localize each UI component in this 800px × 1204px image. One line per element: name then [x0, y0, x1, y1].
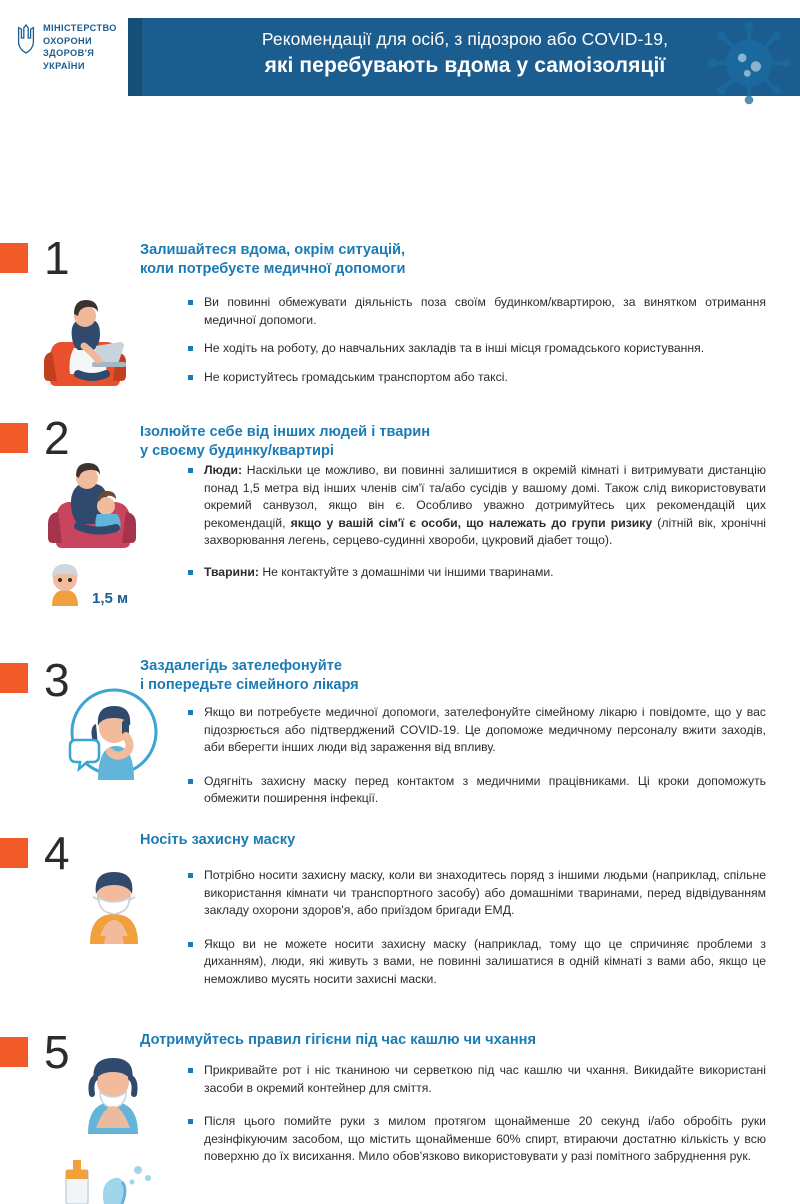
- section-2-title: [140, 423, 430, 461]
- elderly-woman-avatar-illustration: [44, 560, 86, 606]
- section-5-title: [140, 1031, 536, 1050]
- section-3-title-line-2: і попередьте сімейного лікаря: [140, 677, 359, 693]
- logo-line-1: МІНІСТЕРСТВО: [43, 23, 117, 33]
- list-item-text: Не контактуйте з домашніми чи іншими тваринами.: [258, 564, 554, 579]
- person-sneezing-into-tissue-illustration: [66, 1048, 160, 1134]
- logo-line-3: ЗДОРОВ'Я: [43, 48, 95, 58]
- list-item-lead: Люди:: [204, 463, 243, 477]
- section-1-title-line-2: коли потребуєте медичної допомоги: [140, 261, 406, 277]
- section-2-bullets: [188, 462, 766, 582]
- section-4-bullets: [188, 867, 766, 989]
- ministry-logo-text: [43, 22, 117, 72]
- section-4-title-line-1: Носіть захисну маску: [140, 832, 296, 848]
- section-1-title-line-1: Залишайтеся вдома, окрім ситуацій,: [140, 242, 406, 258]
- distance-label: 1,5 м: [92, 590, 129, 607]
- list-item-text: Наскільки це можливо, ви повинні залишитися в окремій кімнаті і витримувати дистанцію понад 1,5 метра від інших членів сім'ї та/або сусідів у вашому домі. Також слід використовувати окремий санвузол, якщо він є. Особливо уважно дотримуйтесь цих рекомендацій цих рекомендацій,: [204, 463, 766, 530]
- header-title-line-1: Рекомендації для осіб, з підозрою або COVID-19,: [261, 29, 669, 49]
- section-4-number: 4: [44, 827, 70, 879]
- person-with-child-in-armchair-illustration: [44, 456, 154, 552]
- section-2-title-line-1: Ізолюйте себе від інших людей і тварин: [140, 424, 431, 440]
- section-2-number: 2: [44, 412, 70, 464]
- header-title-line-2: які перебувають вдома у самоізоляції: [264, 54, 666, 77]
- logo-line-2: ОХОРОНИ: [43, 35, 93, 46]
- list-item-lead: Тварини:: [204, 564, 259, 579]
- section-3-number: 3: [44, 654, 70, 706]
- section-4-title: [140, 831, 295, 850]
- header: [0, 0, 800, 112]
- logo-line-4: УКРАЇНИ: [43, 60, 85, 71]
- person-sitting-with-laptop-in-armchair-illustration: [44, 290, 140, 390]
- list-item: [188, 564, 766, 582]
- section-2-title-line-2: у своєму будинку/квартирі: [140, 443, 334, 459]
- section-1-tab: [0, 243, 28, 273]
- section-3-bullets: [188, 704, 766, 808]
- section-2-tab: [0, 423, 28, 453]
- section-5-tab: [0, 1037, 28, 1067]
- section-5-bullets: [188, 1062, 766, 1166]
- list-item: Ви повинні обмежувати діяльність поза своїм будинком/квартирою, за винятком отримання медичної допомоги.: [188, 294, 766, 329]
- section-5-title-line-1: Дотримуйтесь правил гігієни під час кашлю чи чхання: [140, 1032, 537, 1048]
- list-item: Якщо ви потребуєте медичної допомоги, зателефонуйте сімейному лікарю і повідомте, що у вас підозрюється або підтверджений COVID-19. Це допоможе медичному персоналу вжити заходів, аби вберегти інших люди від зараження від впливу.: [188, 704, 766, 757]
- list-item: Якщо ви не можете носити захисну маску (наприклад, тому що це спричиняє проблеми з диханням), люди, які живуть з вами, не повинні залишатися в одній кімнаті з вами або, якщо це неможливо мусять носити захисні маски.: [188, 936, 766, 989]
- soap-and-washing-hands-icons-illustration: [60, 1158, 164, 1204]
- woman-talking-on-phone-illustration: [68, 684, 160, 780]
- ukraine-trident-emblem: [16, 24, 36, 54]
- ministry-logo: [16, 22, 128, 72]
- list-item-emphasis: якщо у вашій сім'ї є особи, що належать до групи ризику: [290, 515, 653, 530]
- list-item-tail: (літній вік, хронічні захворювання легень, серцево-судинні хвороби, цукровий діабет тощо).: [204, 515, 767, 548]
- section-3-tab: [0, 663, 28, 693]
- list-item: Після цього помийте руки з милом протягом щонайменше 20 секунд і/або обробіть руки дезінфікуючим засобом, що містить щонайменше 60% спирт, втираючи достатню кількість у всю поверхню до їх висихання. Мило обов'язково використовувати у разі помітного забруднення рук.: [188, 1113, 766, 1166]
- header-title: [150, 26, 780, 80]
- section-3-title-line-1: Заздалегідь зателефонуйте: [140, 658, 342, 674]
- section-1-number: 1: [44, 232, 70, 284]
- list-item: Не користуйтесь громадським транспортом або таксі.: [188, 369, 766, 387]
- section-4-tab: [0, 838, 28, 868]
- section-1-title: [140, 241, 405, 279]
- list-item: Не ходіть на роботу, до навчальних закладів та в інші місця громадського користування.: [188, 340, 766, 358]
- section-3-title: [140, 657, 359, 695]
- header-banner-edge: [128, 18, 142, 96]
- section-1-bullets: [188, 294, 766, 386]
- list-item: Прикривайте рот і ніс тканиною чи серветкою під час кашлю чи чхання. Викидайте використані засоби в окремий контейнер для сміття.: [188, 1062, 766, 1097]
- list-item: Потрібно носити захисну маску, коли ви знаходитесь поряд з іншими людьми (наприклад, спільне використання кімнати чи транспортного засобу) або домашніми тваринами, перед відвідуванням закладу охорони здоров'я, або приїздом бригади ЕМД.: [188, 867, 766, 920]
- list-item: Одягніть захисну маску перед контактом з медичними працівниками. Ці кроки допоможуть обмежити поширення інфекції.: [188, 773, 766, 808]
- person-wearing-protective-mask-illustration: [70, 860, 158, 944]
- list-item: [188, 462, 766, 550]
- section-5-number: 5: [44, 1026, 70, 1078]
